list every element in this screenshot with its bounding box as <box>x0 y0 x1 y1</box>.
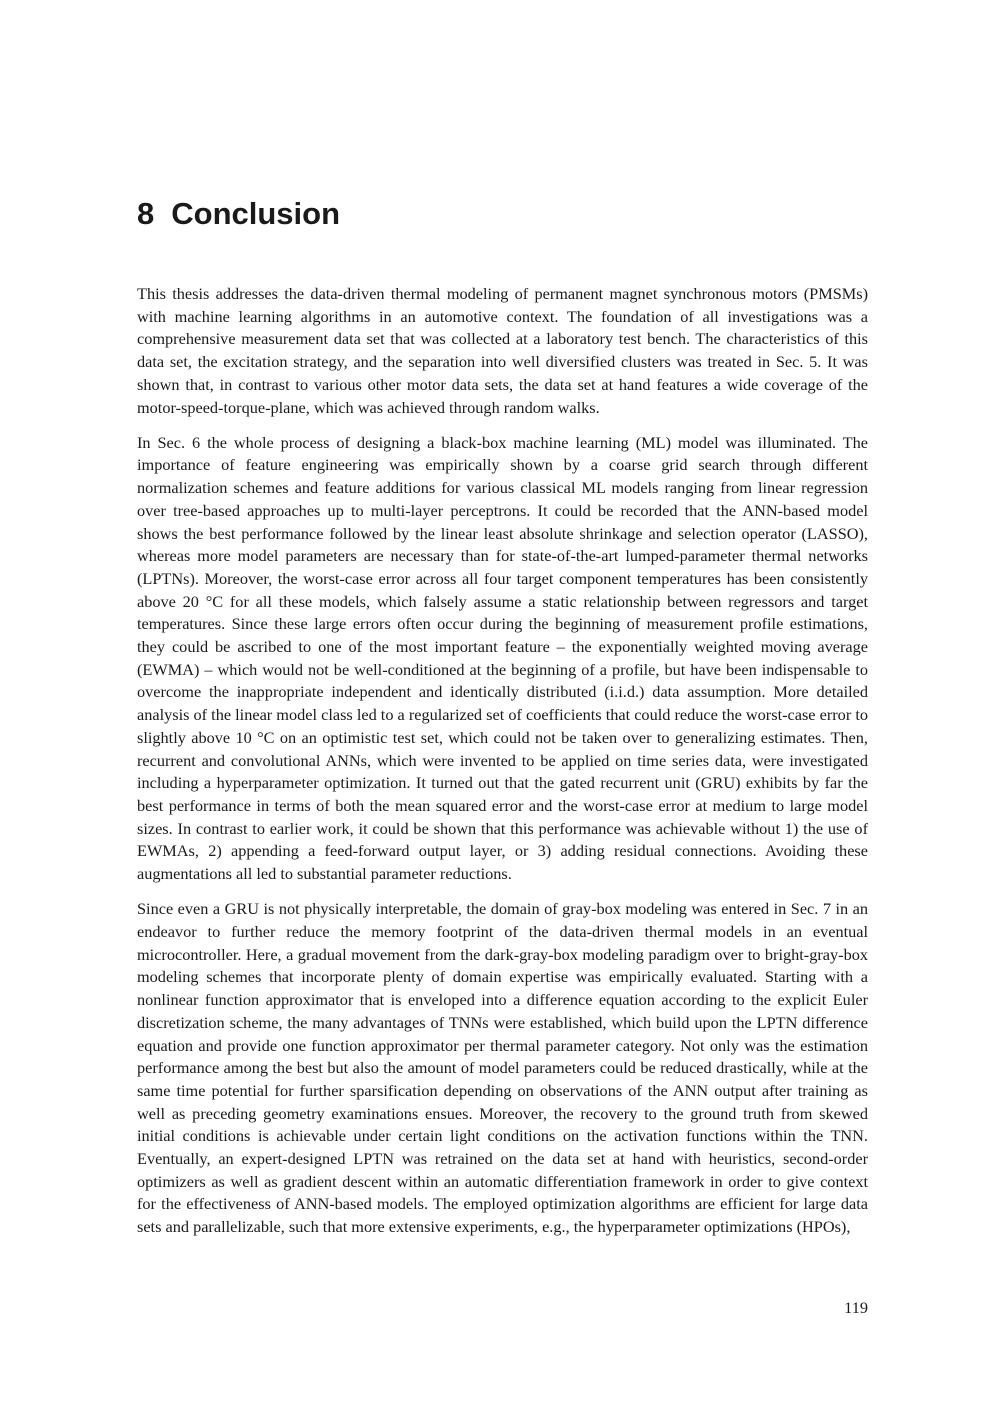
paragraph-2: In Sec. 6 the whole process of designing a black-box machine learning (ML) model was illuminated. The importance of feature engineering was empirically shown by a coarse grid search through different normalization schemes and feature additions for various classical ML models ranging from linear regression over tree-based approaches up to multi-layer perceptrons. It could be recorded that the ANN-based model shows the best performance followed by the linear least absolute shrinkage and selection operator (LASSO), whereas more model parameters are necessary than for state-of-the-art lumped-parameter thermal networks (LPTNs). Moreover, the worst-case error across all four target component temperatures has been consistently above 20 °C for all these models, which falsely assume a static relationship between regressors and target temperatures. Since these large errors often occur during the beginning of measurement profile estimations, they could be ascribed to one of the most important feature – the exponentially weighted moving average (EWMA) – which would not be well-conditioned at the beginning of a profile, but have been indispensable to overcome the inappropriate independent and identically distributed (i.i.d.) data assumption. More detailed analysis of the linear model class led to a regularized set of coefficients that could reduce the worst-case error to slightly above 10 °C on an optimistic test set, which could not be taken over to generalizing estimates. Then, recurrent and convolutional ANNs, which were invented to be applied on time series data, were investigated including a hyperparameter optimization. It turned out that the gated recurrent unit (GRU) exhibits by far the best performance in terms of both the mean squared error and the worst-case error at medium to large model sizes. In contrast to earlier work, it could be shown that this performance was achievable without 1) the use of EWMAs, 2) appending a feed-forward output layer, or 3) adding residual connections. Avoiding these augmentations all led to substantial parameter reductions. <box>137 432 868 884</box>
chapter-heading <box>137 194 340 234</box>
chapter-number: 8 <box>137 196 155 231</box>
page-number: 119 <box>844 1298 868 1317</box>
paragraph-1: This thesis addresses the data-driven thermal modeling of permanent magnet synchronous motors (PMSMs) with machine learning algorithms in an automotive context. The foundation of all investigations was a comprehensive measurement data set that was collected at a laboratory test bench. The characteristics of this data set, the excitation strategy, and the separation into well diversified clusters was treated in Sec. 5. It was shown that, in contrast to various other motor data sets, the data set at hand features a wide coverage of the motor-speed-torque-plane, which was achieved through random walks. <box>137 284 868 417</box>
paragraph-3: Since even a GRU is not physically interpretable, the domain of gray-box modeling was entered in Sec. 7 in an endeavor to further reduce the memory footprint of the data-driven thermal models in an eventual microcontroller. Here, a gradual movement from the dark-gray-box modeling paradigm over to bright-gray-box modeling schemes that incorporate plenty of domain expertise was empirically evaluated. Starting with a nonlinear function approximator that is enveloped into a difference equation according to the explicit Euler discretization scheme, the many advantages of TNNs were established, which build upon the LPTN difference equation and provide one function approximator per thermal parameter category. Not only was the estimation performance among the best but also the amount of model parameters could be reduced drastically, while at the same time potential for further sparsification depending on observations of the ANN output after training as well as preceding geometry examinations ensues. Moreover, the recovery to the ground truth from skewed initial conditions is achievable under certain light conditions on the activation functions within the TNN. Eventually, an expert-designed LPTN was retrained on the data set at hand with heuristics, second-order optimizers as well as gradient descent within an automatic differentiation framework in order to give context for the effectiveness of ANN-based models. The employed optimization algorithms are efficient for large data sets and parallelizable, such that more extensive experiments, e.g., the hyperparameter optimizations (HPOs), <box>137 899 868 1237</box>
chapter-title: Conclusion <box>171 196 341 231</box>
body-text <box>137 283 868 1251</box>
